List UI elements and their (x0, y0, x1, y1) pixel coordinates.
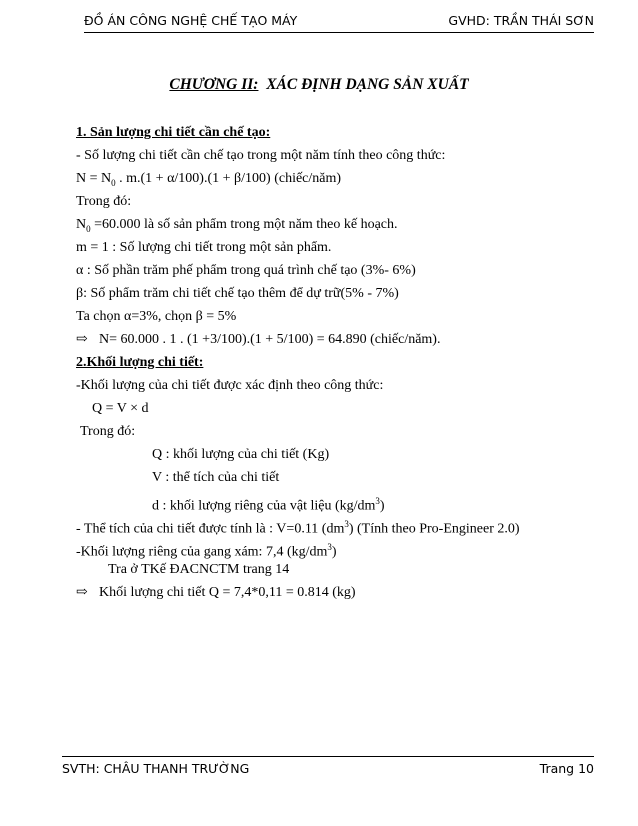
n0-b: =60.000 là số sản phẩm trong một năm theo kế hoạch. (90, 217, 398, 232)
s2-line6 (152, 492, 385, 516)
section2-heading: 2.Khối lượng chi tiết: (76, 355, 204, 370)
s2-line8 (76, 538, 337, 562)
s1-formula (76, 170, 341, 192)
s2-formula: Q = V × d (92, 401, 149, 416)
s2-line4: Q : khối lượng của chi tiết (Kg) (152, 447, 330, 462)
s1-line3: Trong đó: (76, 194, 132, 209)
header-right: GVHD: TRẦN THÁI SƠN (448, 13, 594, 28)
header-left: ĐỒ ÁN CÔNG NGHỆ CHẾ TẠO MÁY (84, 13, 298, 28)
footer-left: SVTH: CHÂU THANH TRƯỜNG (62, 761, 250, 776)
s2-line1: -Khối lượng của chi tiết được xác định theo công thức: (76, 378, 384, 393)
s2-result (76, 584, 356, 602)
s1-line5: m = 1 : Số lượng chi tiết trong một sản phẩm. (76, 240, 332, 255)
l6-sup: 3 (375, 496, 380, 506)
section1-heading: 1. Sản lượng chi tiết cần chế tạo: (76, 125, 271, 140)
s1-line7: β: Số phẩm trăm chi tiết chế tạo thêm để dự trữ(5% - 7%) (76, 286, 399, 301)
l7-b: ) (Tính theo Pro-Engineer 2.0) (348, 521, 520, 537)
s2-line9: Tra ở TKế ĐACNCTM trang 14 (108, 562, 290, 577)
s2-line3: Trong đó: (80, 424, 136, 439)
l8-b: ) (331, 544, 337, 560)
s1-line6: α : Số phần trăm phế phẩm trong quá trình chế tạo (3%- 6%) (76, 263, 416, 278)
page-number: Trang 10 (539, 761, 594, 776)
s1-line8: Ta chọn α=3%, chọn β = 5% (76, 309, 237, 324)
chapter-name: XÁC ĐỊNH DẠNG SẢN XUẤT (266, 76, 469, 93)
s2-line7 (76, 515, 520, 539)
formula-sub: 0 (111, 177, 116, 188)
arrow-icon: ⇨ (76, 585, 88, 600)
s1-result (76, 331, 440, 349)
l6-b: ) (379, 498, 385, 514)
s1-line1: - Số lượng chi tiết cần chế tạo trong một năm tính theo công thức: (76, 148, 446, 163)
arrow-icon: ⇨ (76, 332, 88, 347)
chapter-title (0, 76, 638, 94)
n0-sub: 0 (86, 223, 91, 234)
s1-n0 (76, 216, 398, 238)
page-header (84, 10, 594, 33)
s2-line5: V : thể tích của chi tiết (152, 470, 280, 485)
formula-a: N = N (76, 171, 112, 186)
l6-a: d : khối lượng riêng của vật liệu (kg/dm (152, 498, 376, 514)
chapter-prefix: CHƯƠNG II: (169, 76, 259, 93)
page-footer (62, 756, 594, 779)
l8-a: -Khối lượng riêng của gang xám: 7,4 (kg/dm (76, 544, 328, 560)
l8-sup: 3 (327, 542, 332, 552)
l7-sup: 3 (344, 519, 349, 529)
n0-a: N (76, 217, 87, 232)
l7-a: - Thể tích của chi tiết được tính là : V=0.11 (dm (76, 521, 345, 537)
formula-b: . m.(1 + α/100).(1 + β/100) (chiếc/năm) (115, 171, 342, 186)
s1-result-text: N= 60.000 . 1 . (1 +3/100).(1 + 5/100) = 64.890 (chiếc/năm). (99, 332, 441, 347)
s2-result-text: Khối lượng chi tiết Q = 7,4*0,11 = 0.814 (kg) (99, 585, 356, 600)
